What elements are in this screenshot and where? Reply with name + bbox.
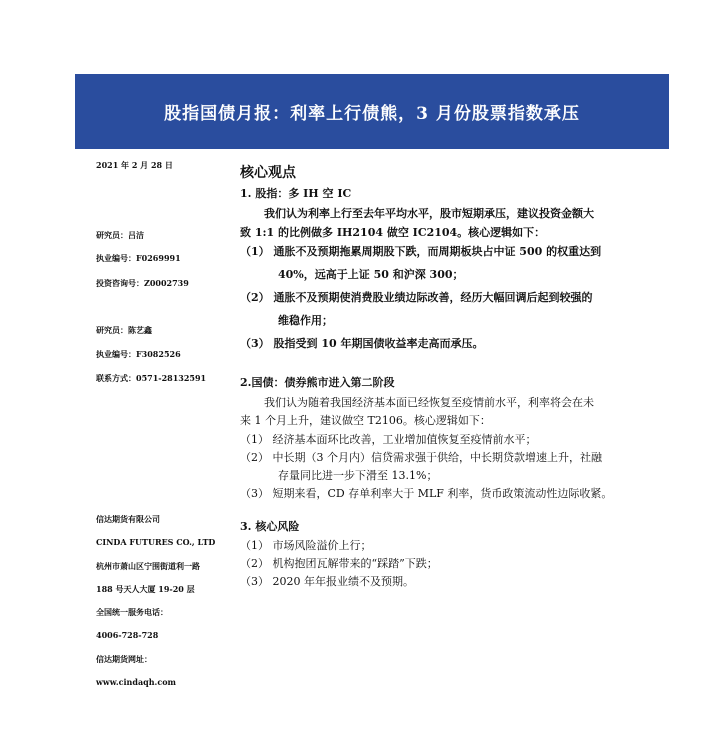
contact: 联系方式：0571-28132591 [96, 373, 207, 383]
s1-intro-line-1: 我们认为利率上行至去年平均水平，股市短期承压，建议投资金额大 [264, 207, 594, 220]
s1-point-2-line-1: （2） 通胀不及预期使消费股业绩边际改善，经历大幅回调后起到较强的 [240, 291, 593, 304]
address-line-1: 杭州市萧山区宁围街道利一路 [96, 561, 200, 571]
section-1-heading: 1. 股指：多 IH 空 IC [240, 187, 352, 200]
s1-point-3: （3） 股指受到 10 年期国债收益率走高而承压。 [240, 337, 484, 350]
report-date: 2021 年 2 月 28 日 [96, 160, 173, 170]
analyst-2: 研究员：陈艺鑫 [96, 325, 152, 335]
s1-point-2-line-2: 维稳作用； [278, 314, 333, 327]
s3-point-2: （2） 机构抱团瓦解带来的“踩踏”下跌； [240, 557, 438, 570]
s1-point-1-line-2: 40%，远高于上证 50 和沪深 300； [278, 268, 464, 281]
core-view-title: 核心观点 [240, 165, 296, 181]
company-en: CINDA FUTURES CO., LTD [96, 537, 216, 547]
s1-intro-line-2: 致 1:1 的比例做多 IH2104 做空 IC2104。核心逻辑如下： [240, 226, 546, 239]
s2-intro-line-1: 我们认为随着我国经济基本面已经恢复至疫情前水平，利率将会在未 [264, 396, 594, 409]
address-line-2: 188 号天人大厦 19-20 层 [96, 584, 195, 594]
s2-point-1: （1） 经济基本面环比改善，工业增加值恢复至疫情前水平； [240, 433, 537, 446]
s2-intro-line-2: 来 1 个月上升，建议做空 T2106。核心逻辑如下： [240, 414, 491, 427]
section-3-heading: 3. 核心风险 [240, 520, 300, 533]
consult-number: 投资咨询号：Z0002739 [96, 278, 189, 288]
s2-point-2-line-1: （2） 中长期（3 个月内）信贷需求强于供给，中长期贷款增速上升，社融 [240, 451, 602, 464]
section-2-heading: 2.国债：债券熊市进入第二阶段 [240, 376, 395, 389]
license-2: 执业编号：F3082526 [96, 349, 181, 359]
s2-point-3: （3） 短期来看，CD 存单利率大于 MLF 利率，货币政策流动性边际收紧。 [240, 487, 613, 500]
analyst-1: 研究员：吕洁 [96, 230, 144, 240]
report-title: 股指国债月报：利率上行债熊，3 月份股票指数承压 [164, 104, 580, 124]
s3-point-1: （1） 市场风险溢价上行； [240, 539, 372, 552]
s3-point-3: （3） 2020 年年报业绩不及预期。 [240, 575, 414, 588]
s2-point-2-line-2: 存量同比进一步下滑至 13.1%； [278, 469, 438, 482]
website: www.cindaqh.com [96, 677, 177, 687]
hotline-label: 全国统一服务电话： [96, 607, 168, 617]
website-label: 信达期货网址： [96, 654, 152, 664]
company-cn: 信达期货有限公司 [96, 514, 160, 524]
report-banner [75, 74, 669, 149]
s1-point-1-line-1: （1） 通胀不及预期拖累周期股下跌，而周期板块占中证 500 的权重达到 [240, 245, 602, 258]
license-1: 执业编号：F0269991 [96, 253, 181, 263]
hotline: 4006-728-728 [96, 630, 159, 640]
